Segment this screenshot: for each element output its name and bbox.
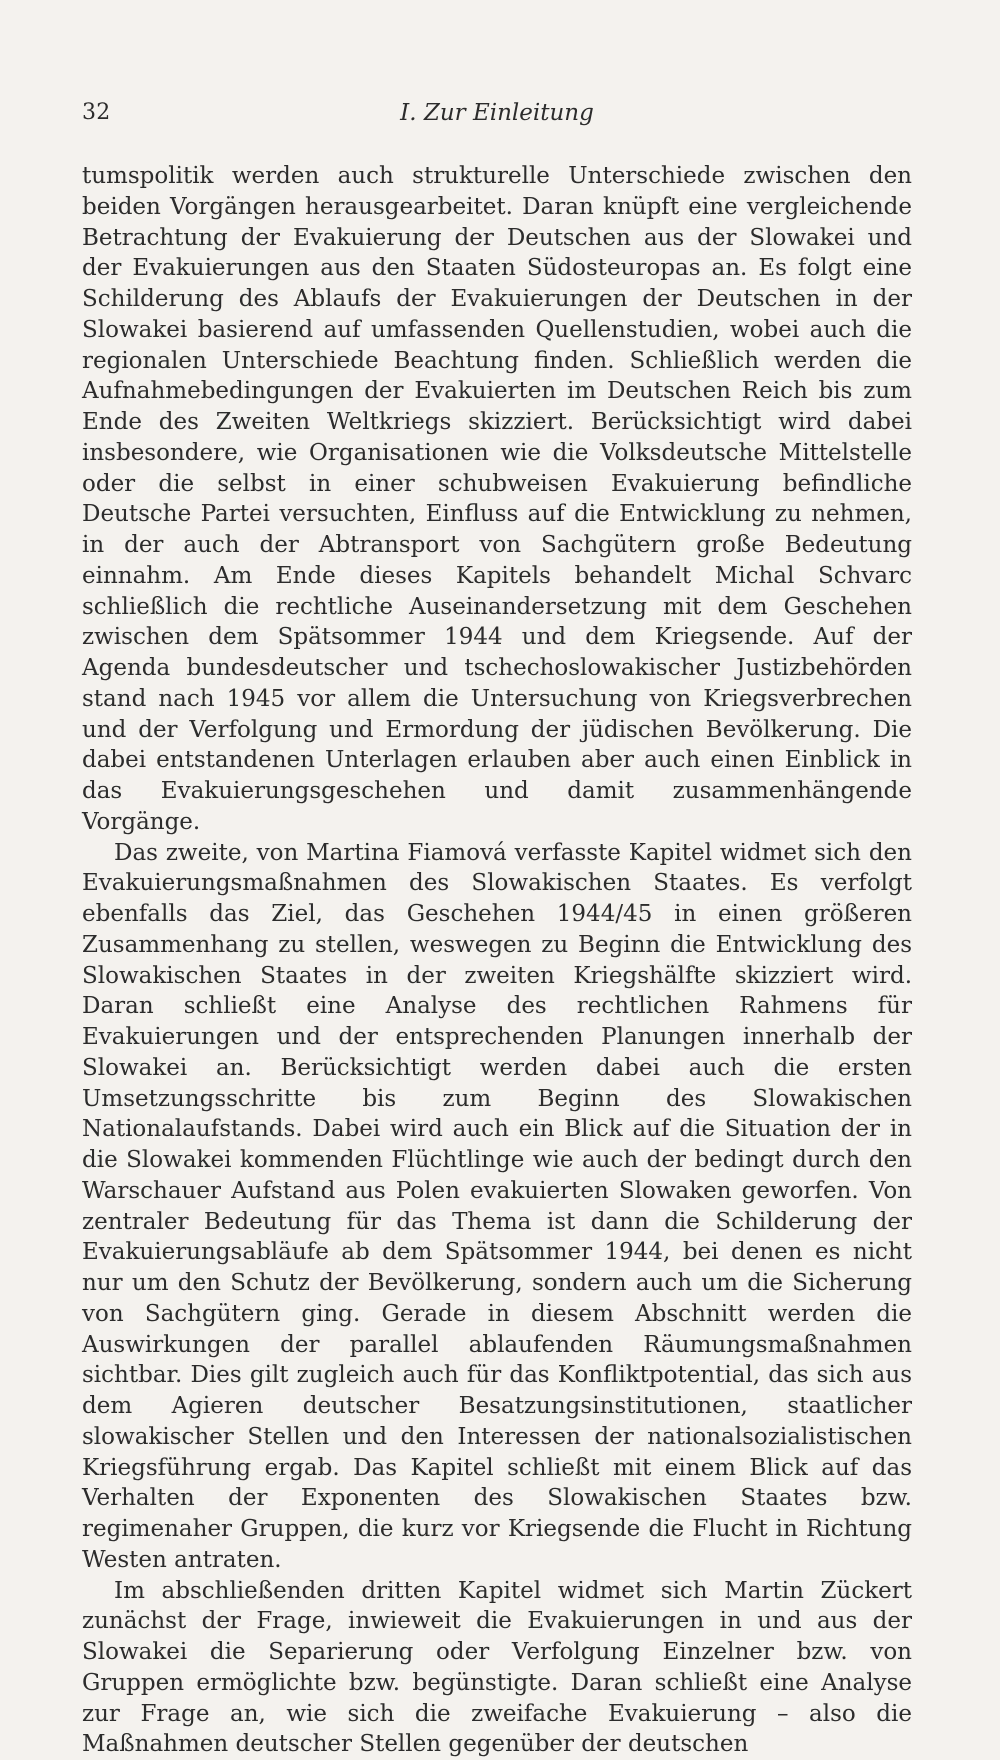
paragraph-text: tumspolitik werden auch strukturelle Unterschiede zwischen den beiden Vorgängen herausgearbeitet. Daran knüpft eine vergleichende Betrachtung der Evakuierung der Deutschen aus der Slowakei und der Evakuierungen aus den Staaten Südosteuropas an. Es folgt eine Schilderung des Ablaufs der Evakuierungen der Deutschen in der Slowakei basierend auf umfassenden Quellenstudien, wobei auch die regionalen Unterschiede Beachtung finden. Schließlich werden die Aufnahmebedingungen der Evakuierten im Deutschen Reich bis zum Ende des Zweiten Weltkriegs skizziert. Berücksichtigt wird dabei insbesondere, wie Organisationen wie die Volksdeutsche Mittelstelle oder die selbst in einer schubweisen Evakuierung befindliche Deutsche Partei versuchten, Einfluss auf die Entwicklung zu nehmen, in der auch der Abtransport von Sachgütern große Bedeutung einnahm. Am Ende dieses Kapitels behandelt Michal Schvarc schließlich die rechtliche Auseinandersetzung mit dem Geschehen zwischen dem Spätsommer 1944 und dem Kriegsende. Auf der Agenda bundesdeutscher und tschechoslowakischer Justizbehörden stand nach 1945 vor allem die Untersuchung von Kriegsverbrechen und der Verfolgung und Ermordung der jüdischen Bevölkerung. Die dabei entstandenen Unterlagen erlauben aber auch einen Einblick in das Evakuierungsgeschehen und damit zusammenhängende Vorgänge. (82, 163, 912, 835)
paragraph-text: Im abschließenden dritten Kapitel widmet sich Martin Zückert zunächst der Frage, inwieweit die Evakuierungen in und aus der Slowakei die Separierung oder Verfolgung Einzelner bzw. von Gruppen ermöglichte bzw. begünstigte. Daran schließt eine Analyse zur Frage an, wie sich die zweifache Evakuierung – also die Maßnahmen deutscher Stellen gegenüber der deutschen (82, 1578, 912, 1758)
page-number: 32 (82, 100, 111, 125)
paragraph-3 (82, 1576, 912, 1760)
running-head: I. Zur Einleitung (82, 100, 912, 126)
paragraph-text: Das zweite, von Martina Fiamová verfasste Kapitel widmet sich den Evakuierungsmaßnahmen des Slowakischen Staates. Es verfolgt ebenfalls das Ziel, das Geschehen 1944/45 in einen größeren Zusammenhang zu stellen, weswegen zu Beginn die Entwicklung des Slowakischen Staates in der zweiten Kriegshälfte skizziert wird. Daran schließt eine Analyse des rechtlichen Rahmens für Evakuierungen und der entsprechenden Planungen innerhalb der Slowakei an. Berücksichtigt werden dabei auch die ersten Umsetzungsschritte bis zum Beginn des Slowakischen Nationalaufstands. Dabei wird auch ein Blick auf die Situation der in die Slowakei kommenden Flüchtlinge wie auch der bedingt durch den Warschauer Aufstand aus Polen evakuierten Slowaken geworfen. Von zentraler Bedeutung für das Thema ist dann die Schilderung der Evakuierungsabläufe ab dem Spätsommer 1944, bei denen es nicht nur um den Schutz der Bevölkerung, sondern auch um die Sicherung von Sachgütern ging. Gerade in diesem Abschnitt werden die Auswirkungen der parallel ablaufenden Räumungsmaßnahmen sichtbar. Dies gilt zugleich auch für das Konfliktpotential, das sich aus dem Agieren deutscher Besatzungsinstitutionen, staatlicher slowakischer Stellen und den Interessen der nationalsozialistischen Kriegsführung ergab. Das Kapitel schließt mit einem Blick auf das Verhalten der Exponenten des Slowakischen Staates bzw. regimenaher Gruppen, die kurz vor Kriegsende die Flucht in Richtung Westen antraten. (82, 840, 912, 1573)
paragraph-1 (82, 161, 912, 838)
body-text (82, 161, 912, 1760)
paragraph-2 (82, 838, 912, 1576)
